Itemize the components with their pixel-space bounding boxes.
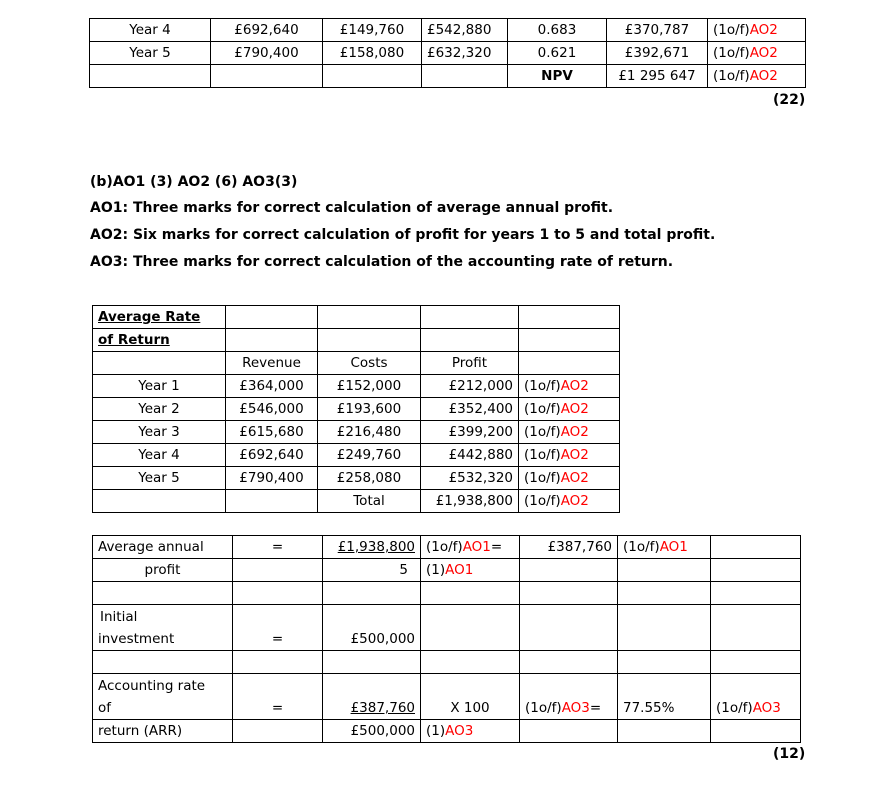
empty-cell	[323, 651, 421, 674]
label-line2: of	[98, 700, 112, 716]
mark-prefix: (1o/f)	[713, 22, 750, 38]
initial-investment-row	[93, 605, 801, 651]
present-value-cell: £392,671	[607, 42, 708, 65]
avg-profit-row-2	[93, 559, 801, 582]
costs-cell: £258,080	[318, 467, 421, 490]
spacer-row	[93, 651, 801, 674]
mark-code: AO2	[560, 447, 589, 463]
profit-cell: £532,320	[421, 467, 519, 490]
avg-profit-result: £387,760	[520, 536, 618, 559]
mark-prefix: (1o/f)	[426, 539, 463, 555]
part-a-marks-total: (22)	[773, 92, 806, 108]
criterion-ao2: AO2: Six marks for correct calculation of profit for years 1 to 5 and total profit.	[90, 227, 716, 243]
mark-cell	[519, 467, 620, 490]
year-label: Year 5	[93, 467, 226, 490]
profit-row-year3	[93, 421, 620, 444]
costs-cell: £193,600	[318, 398, 421, 421]
avg-profit-denominator: 5	[323, 559, 421, 582]
mark-prefix: (1o/f)	[713, 45, 750, 61]
empty-cell	[711, 536, 801, 559]
arr-label	[93, 674, 233, 720]
empty-cell	[323, 65, 422, 88]
profit-row-year5	[93, 467, 620, 490]
present-value-cell: £370,787	[607, 19, 708, 42]
mark-cell	[708, 19, 806, 42]
revenue-cell: £790,400	[226, 467, 318, 490]
mark-cell	[711, 674, 801, 720]
year-label: Year 5	[90, 42, 211, 65]
arr-calculation-table	[92, 535, 801, 743]
mark-code: AO1	[462, 539, 491, 555]
empty-cell	[233, 559, 323, 582]
header-profit: Profit	[421, 352, 519, 375]
empty-cell	[618, 651, 711, 674]
empty-cell	[618, 720, 711, 743]
header-revenue: Revenue	[226, 352, 318, 375]
mark-cell	[520, 674, 618, 720]
revenue-cell: £615,680	[226, 421, 318, 444]
mark-prefix: (1o/f)	[623, 539, 660, 555]
equals-sign: =	[233, 536, 323, 559]
npv-label: NPV	[508, 65, 607, 88]
empty-cell	[422, 65, 508, 88]
avg-profit-row-1	[93, 536, 801, 559]
mark-cell	[421, 720, 520, 743]
discount-factor-cell: 0.621	[508, 42, 607, 65]
mark-cell	[618, 536, 711, 559]
empty-cell	[421, 582, 520, 605]
empty-cell	[90, 65, 211, 88]
year-label: Year 4	[93, 444, 226, 467]
empty-cell	[323, 582, 421, 605]
table-title-line2: of Return	[93, 329, 226, 352]
mark-suffix: =	[490, 539, 503, 555]
empty-cell	[618, 582, 711, 605]
mark-prefix: (1o/f)	[716, 700, 753, 716]
mark-code: AO2	[560, 401, 589, 417]
table-title-line1: Average Rate	[93, 306, 226, 329]
empty-cell	[421, 306, 519, 329]
empty-cell	[618, 559, 711, 582]
initial-investment-value: £500,000	[323, 605, 421, 651]
profit-row-year4	[93, 444, 620, 467]
empty-cell	[711, 720, 801, 743]
empty-cell	[93, 490, 226, 513]
empty-cell	[226, 329, 318, 352]
empty-cell	[226, 306, 318, 329]
mark-code: AO2	[560, 424, 589, 440]
mark-prefix: (1o/f)	[713, 68, 750, 84]
profit-row-year2	[93, 398, 620, 421]
costs-cell: £149,760	[323, 19, 422, 42]
empty-cell	[520, 651, 618, 674]
revenue-cell: £692,640	[211, 19, 323, 42]
revenue-cell: £364,000	[226, 375, 318, 398]
equals-sign: =	[233, 605, 323, 651]
arr-multiplier: X 100	[421, 674, 520, 720]
mark-suffix: =	[589, 700, 602, 716]
criterion-ao3: AO3: Three marks for correct calculation of the accounting rate of return.	[90, 254, 674, 270]
empty-cell	[211, 65, 323, 88]
mark-cell	[519, 444, 620, 467]
empty-cell	[318, 329, 421, 352]
year-label: Year 1	[93, 375, 226, 398]
profit-row-year1	[93, 375, 620, 398]
npv-total-row	[90, 65, 806, 88]
empty-cell	[233, 582, 323, 605]
arr-denominator: £500,000	[323, 720, 421, 743]
empty-cell	[93, 352, 226, 375]
empty-cell	[711, 651, 801, 674]
mark-code: AO2	[749, 22, 778, 38]
label-line1: Initial	[100, 609, 138, 625]
empty-cell	[519, 329, 620, 352]
arr-numerator: £387,760	[323, 674, 421, 720]
empty-cell	[93, 582, 233, 605]
empty-cell	[520, 582, 618, 605]
npv-row-year5	[90, 42, 806, 65]
empty-cell	[318, 306, 421, 329]
arr-profit-table	[92, 305, 620, 513]
mark-prefix: (1)	[426, 562, 446, 578]
revenue-cell: £546,000	[226, 398, 318, 421]
part-b-heading: (b)AO1 (3) AO2 (6) AO3(3)	[90, 174, 298, 190]
spacer-row	[93, 582, 801, 605]
costs-cell: £249,760	[318, 444, 421, 467]
empty-cell	[520, 720, 618, 743]
mark-cell	[708, 42, 806, 65]
discount-factor-cell: 0.683	[508, 19, 607, 42]
initial-investment-label	[93, 605, 233, 651]
costs-cell: £216,480	[318, 421, 421, 444]
mark-code: AO2	[560, 470, 589, 486]
empty-cell	[618, 605, 711, 651]
header-row	[93, 352, 620, 375]
net-cash-cell: £632,320	[422, 42, 508, 65]
empty-cell	[520, 559, 618, 582]
mark-prefix: (1o/f)	[524, 401, 561, 417]
empty-cell	[233, 651, 323, 674]
mark-prefix: (1o/f)	[524, 424, 561, 440]
mark-prefix: (1o/f)	[524, 378, 561, 394]
avg-profit-label-line2: profit	[93, 559, 233, 582]
header-costs: Costs	[318, 352, 421, 375]
year-label: Year 2	[93, 398, 226, 421]
empty-cell	[711, 559, 801, 582]
label-line2: investment	[98, 631, 175, 647]
empty-cell	[93, 651, 233, 674]
arr-row-1	[93, 674, 801, 720]
avg-profit-label-line1: Average annual	[93, 536, 233, 559]
net-cash-cell: £542,880	[422, 19, 508, 42]
mark-code: AO2	[560, 493, 589, 509]
revenue-cell: £790,400	[211, 42, 323, 65]
profit-cell: £399,200	[421, 421, 519, 444]
mark-code: AO2	[749, 68, 778, 84]
empty-cell	[421, 651, 520, 674]
year-label: Year 4	[90, 19, 211, 42]
empty-cell	[421, 605, 520, 651]
mark-code: AO3	[561, 700, 590, 716]
mark-code: AO2	[560, 378, 589, 394]
total-profit: £1,938,800	[421, 490, 519, 513]
part-b-marks-total: (12)	[773, 746, 806, 762]
mark-prefix: (1)	[426, 723, 446, 739]
arr-label-line3: return (ARR)	[93, 720, 233, 743]
arr-result: 77.55%	[618, 674, 711, 720]
label-line1: Accounting rate	[98, 678, 206, 694]
profit-cell: £442,880	[421, 444, 519, 467]
npv-row-year4	[90, 19, 806, 42]
avg-profit-numerator: £1,938,800	[323, 536, 421, 559]
costs-cell: £152,000	[318, 375, 421, 398]
empty-cell	[226, 490, 318, 513]
mark-code: AO3	[445, 723, 474, 739]
profit-cell: £212,000	[421, 375, 519, 398]
mark-prefix: (1o/f)	[524, 470, 561, 486]
year-label: Year 3	[93, 421, 226, 444]
mark-prefix: (1o/f)	[525, 700, 562, 716]
empty-cell	[711, 605, 801, 651]
title-row-2	[93, 329, 620, 352]
profit-cell: £352,400	[421, 398, 519, 421]
mark-cell	[519, 490, 620, 513]
total-label: Total	[318, 490, 421, 513]
mark-code: AO2	[749, 45, 778, 61]
empty-cell	[519, 352, 620, 375]
npv-value: £1 295 647	[607, 65, 708, 88]
empty-cell	[233, 720, 323, 743]
mark-code: AO1	[445, 562, 474, 578]
mark-cell	[421, 559, 520, 582]
mark-cell	[708, 65, 806, 88]
npv-table	[89, 18, 806, 88]
mark-code: AO3	[752, 700, 781, 716]
mark-cell	[519, 375, 620, 398]
empty-cell	[421, 329, 519, 352]
profit-total-row	[93, 490, 620, 513]
revenue-cell: £692,640	[226, 444, 318, 467]
empty-cell	[519, 306, 620, 329]
mark-cell	[519, 421, 620, 444]
criterion-ao1: AO1: Three marks for correct calculation of average annual profit.	[90, 200, 614, 216]
mark-prefix: (1o/f)	[524, 493, 561, 509]
mark-cell	[421, 536, 520, 559]
mark-cell	[519, 398, 620, 421]
equals-sign: =	[233, 674, 323, 720]
arr-row-2	[93, 720, 801, 743]
mark-code: AO1	[659, 539, 688, 555]
empty-cell	[711, 582, 801, 605]
mark-prefix: (1o/f)	[524, 447, 561, 463]
costs-cell: £158,080	[323, 42, 422, 65]
title-row-1	[93, 306, 620, 329]
empty-cell	[520, 605, 618, 651]
